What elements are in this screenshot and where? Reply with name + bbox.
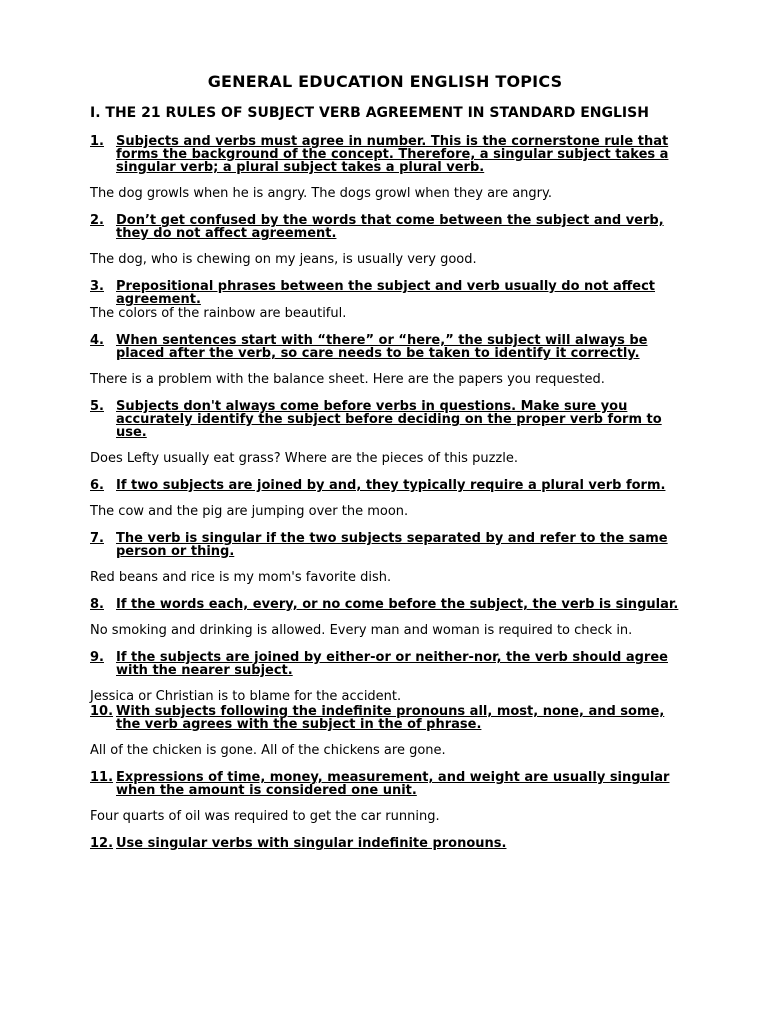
rule-example: Does Lefty usually eat grass? Where are the pieces of this puzzle.: [90, 451, 518, 466]
rule-example: Jessica or Christian is to blame for the accident.: [90, 689, 402, 704]
rule-text: The verb is singular if the two subjects separated by and refer to the same person or thing.: [116, 531, 668, 559]
rule-heading: [90, 280, 680, 306]
rule-text: Subjects don't always come before verbs in questions. Make sure you accurately identify the subject before deciding on the proper verb form to use.: [116, 399, 662, 440]
rule-item: [90, 598, 680, 638]
rule-heading: [90, 651, 680, 677]
rule-example: There is a problem with the balance sheet. Here are the papers you requested.: [90, 372, 605, 387]
rule-number: 11.: [90, 770, 114, 785]
rule-text: If two subjects are joined by and, they typically require a plural verb form.: [116, 478, 666, 493]
rule-number: 7.: [90, 531, 104, 546]
rule-heading: [90, 479, 680, 492]
rule-heading: [90, 771, 680, 797]
rule-heading: [90, 598, 680, 611]
rule-heading: [90, 532, 680, 558]
rule-example: All of the chicken is gone. All of the chickens are gone.: [90, 743, 446, 758]
rule-text: If the subjects are joined by either-or or neither-nor, the verb should agree with the nearer subject.: [116, 650, 668, 678]
rule-number: 8.: [90, 597, 104, 612]
rule-item: [90, 214, 680, 267]
rule-text: Use singular verbs with singular indefinite pronouns.: [116, 836, 507, 851]
rule-number: 12.: [90, 836, 114, 851]
rule-text: Don’t get confused by the words that come between the subject and verb, they do not affect agreement.: [116, 213, 664, 241]
rule-item: [90, 334, 680, 387]
rule-text: If the words each, every, or no come before the subject, the verb is singular.: [116, 597, 679, 612]
rules-list: [90, 135, 680, 850]
rule-item: [90, 135, 680, 201]
rule-item: [90, 651, 680, 704]
rule-number: 10.: [90, 704, 114, 719]
rule-number: 2.: [90, 213, 104, 228]
rule-number: 6.: [90, 478, 104, 493]
rule-item: [90, 705, 680, 758]
rule-heading: [90, 400, 680, 439]
rule-text: Prepositional phrases between the subject and verb usually do not affect agreement.: [116, 279, 656, 307]
rule-number: 1.: [90, 134, 104, 149]
rule-item: [90, 532, 680, 585]
rule-item: [90, 280, 680, 321]
rule-item: [90, 400, 680, 466]
rule-text: Expressions of time, money, measurement, and weight are usually singular when the amount is considered one unit.: [116, 770, 670, 798]
section-heading: I. THE 21 RULES OF SUBJECT VERB AGREEMENT IN STANDARD ENGLISH: [90, 105, 649, 121]
rule-text: With subjects following the indefinite pronouns all, most, none, and some, the verb agrees with the subject in the of phrase.: [116, 704, 665, 732]
rule-example: No smoking and drinking is allowed. Every man and woman is required to check in.: [90, 623, 633, 638]
rule-heading: [90, 214, 680, 240]
rule-heading: [90, 135, 680, 174]
rule-item: [90, 479, 680, 519]
rule-number: 3.: [90, 279, 104, 294]
rule-example: The cow and the pig are jumping over the moon.: [90, 504, 409, 519]
rule-heading: [90, 837, 680, 850]
rule-example: The dog, who is chewing on my jeans, is usually very good.: [90, 252, 477, 267]
rule-number: 9.: [90, 650, 104, 665]
document-title: GENERAL EDUCATION ENGLISH TOPICS: [207, 72, 563, 91]
rule-example: Red beans and rice is my mom's favorite dish.: [90, 570, 392, 585]
rule-heading: [90, 334, 680, 360]
rule-example: Four quarts of oil was required to get the car running.: [90, 809, 440, 824]
rule-heading: [90, 705, 680, 731]
rule-number: 5.: [90, 399, 104, 414]
rule-number: 4.: [90, 333, 104, 348]
rule-example: The colors of the rainbow are beautiful.: [90, 306, 347, 321]
rule-item: [90, 771, 680, 824]
rule-example: The dog growls when he is angry. The dogs growl when they are angry.: [90, 186, 552, 201]
rule-text: When sentences start with “there” or “here,” the subject will always be placed after the verb, so care needs to be taken to identify it correctly.: [116, 333, 648, 361]
rule-item: [90, 837, 680, 850]
rule-text: Subjects and verbs must agree in number. This is the cornerstone rule that forms the background of the concept. Therefore, a singular subject takes a singular verb; a plural subject takes a plural verb.: [116, 134, 669, 175]
